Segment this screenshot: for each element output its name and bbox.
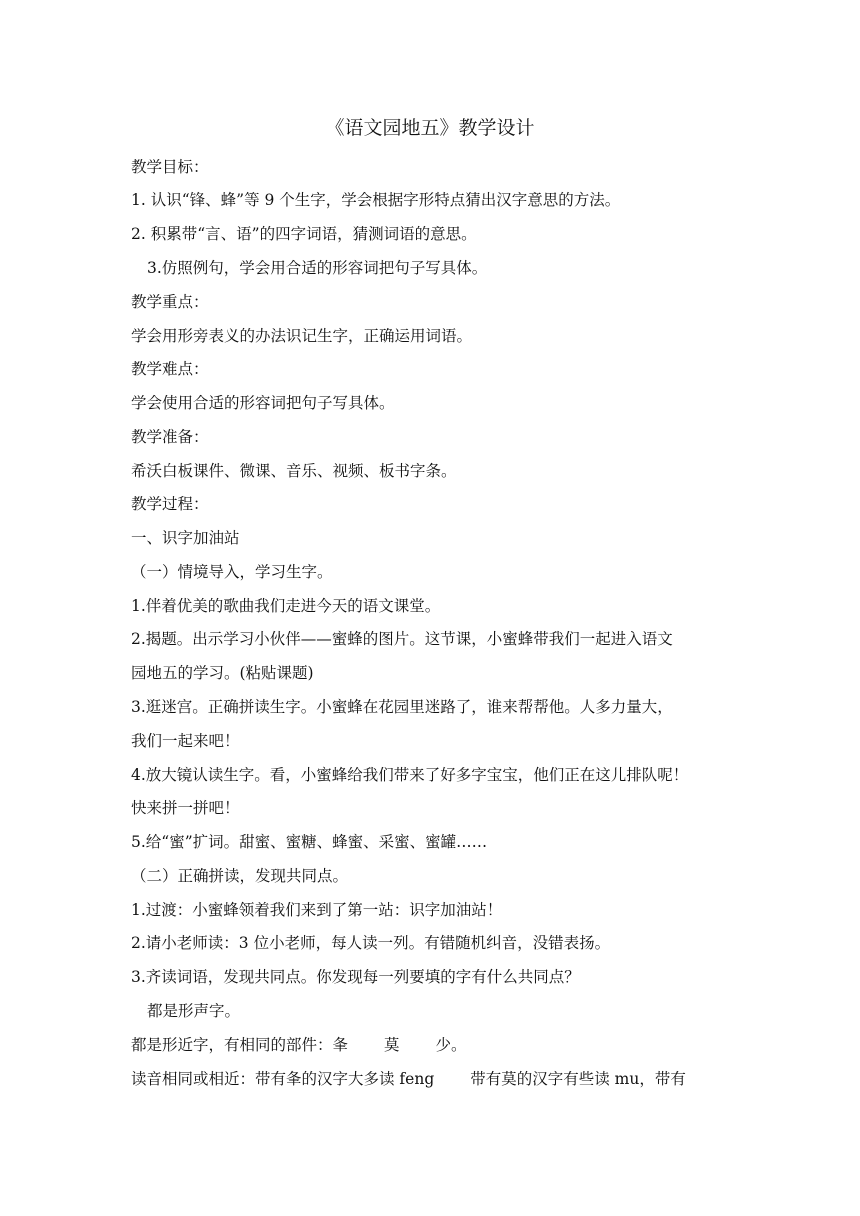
process-step: 园地五的学习。(粘贴课题) (131, 664, 314, 682)
components-line (131, 1033, 467, 1057)
sound-line-part: 读音相同或相近：带有夆的汉字大多读 feng (131, 1070, 435, 1088)
process-step: 我们一起来吧！ (131, 732, 240, 750)
process-step: 3.逛迷宫。正确拼读生字。小蜜蜂在花园里迷路了，谁来帮帮他。人多力量大， (131, 698, 673, 716)
process-step: 1.过渡：小蜜蜂领着我们来到了第一站：识字加油站！ (131, 901, 503, 919)
section-heading: 一、识字加油站 (131, 529, 240, 547)
process-step: 都是形声字。 (147, 1002, 241, 1020)
part-heading: （一）情境导入，学习生字。 (131, 563, 333, 581)
process-step: 快来拼一拼吧！ (131, 799, 240, 817)
component-item: 莫 (384, 1036, 400, 1054)
process-step: 1.伴着优美的歌曲我们走进今天的语文课堂。 (131, 597, 441, 615)
part-heading: （二）正确拼读，发现共同点。 (131, 867, 349, 885)
components-label: 都是形近字，有相同的部件： (131, 1036, 333, 1054)
process-step: 2.请小老师读：3 位小老师，每人读一列。有错随机纠音，没错表扬。 (131, 934, 611, 952)
preparation-text: 希沃白板课件、微课、音乐、视频、板书字条。 (131, 462, 457, 480)
objectives-heading: 教学目标： (131, 158, 209, 176)
difficulties-heading: 教学难点： (131, 360, 209, 378)
component-item: 夆 (332, 1036, 349, 1054)
process-heading: 教学过程： (131, 495, 209, 513)
process-step: 5.给“蜜”扩词。甜蜜、蜜糖、蜂蜜、采蜜、蜜罐…… (131, 833, 488, 851)
document-title: 《语文园地五》教学设计 (325, 117, 535, 139)
sound-line (131, 1067, 686, 1091)
key-points-heading: 教学重点： (131, 293, 209, 311)
difficulties-text: 学会使用合适的形容词把句子写具体。 (131, 394, 395, 412)
preparation-heading: 教学准备： (131, 428, 209, 446)
component-item: 少。 (435, 1036, 467, 1054)
process-step: 4.放大镜认读生字。看，小蜜蜂给我们带来了好多字宝宝，他们正在这儿排队呢！ (131, 766, 689, 784)
process-step: 2.揭题。出示学习小伙伴——蜜蜂的图片。这节课，小蜜蜂带我们一起进入语文 (131, 630, 673, 648)
objective-item: 3.仿照例句，学会用合适的形容词把句子写具体。 (147, 259, 488, 277)
objective-item: 1. 认识“锋、蜂”等 9 个生字，学会根据字形特点猜出汉字意思的方法。 (131, 191, 621, 209)
process-step: 3.齐读词语，发现共同点。你发现每一列要填的字有什么共同点？ (131, 968, 580, 986)
sound-line-part: 带有莫的汉字有些读 mu，带有 (470, 1070, 686, 1088)
key-points-text: 学会用形旁表义的办法识记生字，正确运用词语。 (131, 327, 473, 345)
objective-item: 2. 积累带“言、语”的四字词语，猜测词语的意思。 (131, 225, 477, 243)
